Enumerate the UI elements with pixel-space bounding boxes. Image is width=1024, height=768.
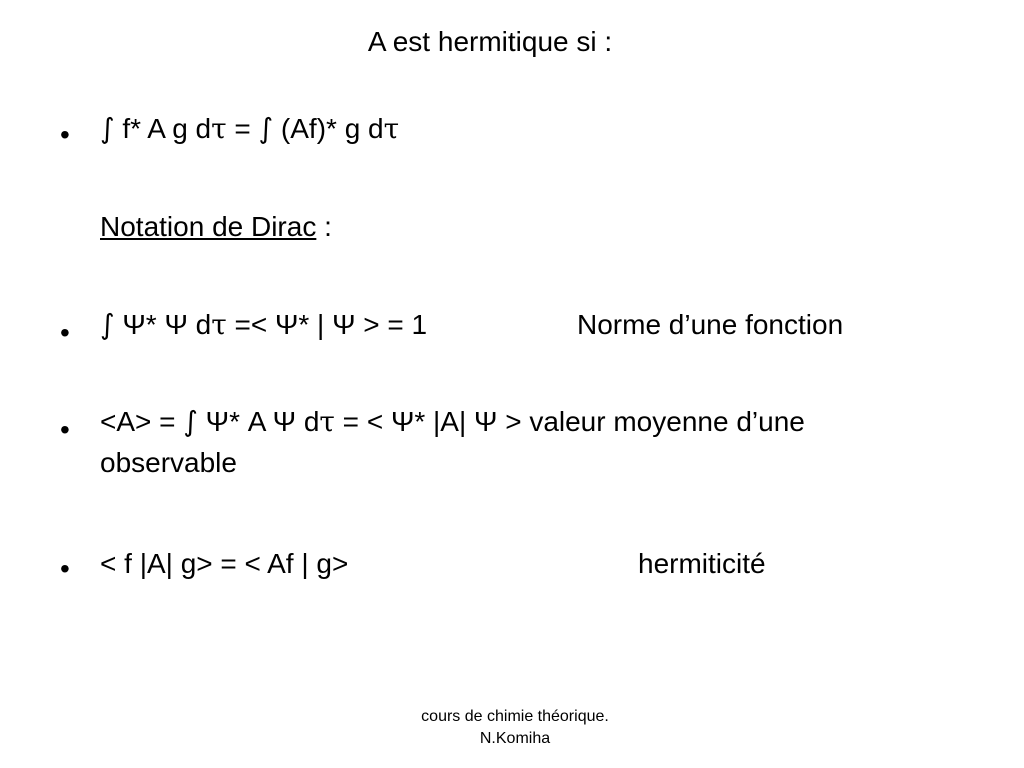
bullet-4-label: hermiticité [638,548,766,579]
tau-symbol: τ [319,405,335,438]
bullet-3-part1: <A> = [100,406,184,437]
bullet-1-eq: = [226,113,259,144]
bullet-3-part3: = < Ψ* |A| Ψ > valeur moyenne d’une [334,406,805,437]
bullet-2-text [100,308,427,342]
bullet-1-text [100,112,399,146]
bullet-marker-2: • [60,317,70,348]
footer-author: N.Komiha [479,729,551,747]
slide-title: A est hermitique si : [367,26,613,57]
dirac-notation-label: Notation de Dirac [100,211,317,242]
bullet-3-continuation: observable [100,447,237,478]
bullet-marker-3: • [60,414,70,445]
footer-course: cours de chimie théorique. [421,708,609,725]
dirac-notation-colon: : [316,211,332,242]
integral-symbol: ∫ [183,405,198,438]
bullet-1-part2: (Af)* g d [273,113,384,144]
slide-footer [390,706,640,749]
tau-symbol: τ [383,112,400,145]
bullet-3-text [100,405,805,439]
bullet-marker-1: • [60,119,70,150]
integral-symbol: ∫ [258,112,274,145]
bullet-1-part1: f* A g d [114,113,212,144]
integral-symbol: ∫ [100,112,115,145]
bullet-marker-4: • [60,553,70,584]
bullet-2-part2: =< Ψ* | Ψ > = 1 [226,309,428,340]
dirac-notation-heading [100,210,332,244]
tau-symbol: τ [211,112,227,145]
bullet-3-part2: Ψ* A Ψ d [197,406,320,437]
tau-symbol: τ [211,308,227,341]
integral-symbol: ∫ [100,308,115,341]
bullet-2-part1: Ψ* Ψ d [114,309,212,340]
bullet-2-label: Norme d’une fonction [577,309,844,340]
bullet-4-text: < f |A| g> = < Af | g> [100,548,349,579]
